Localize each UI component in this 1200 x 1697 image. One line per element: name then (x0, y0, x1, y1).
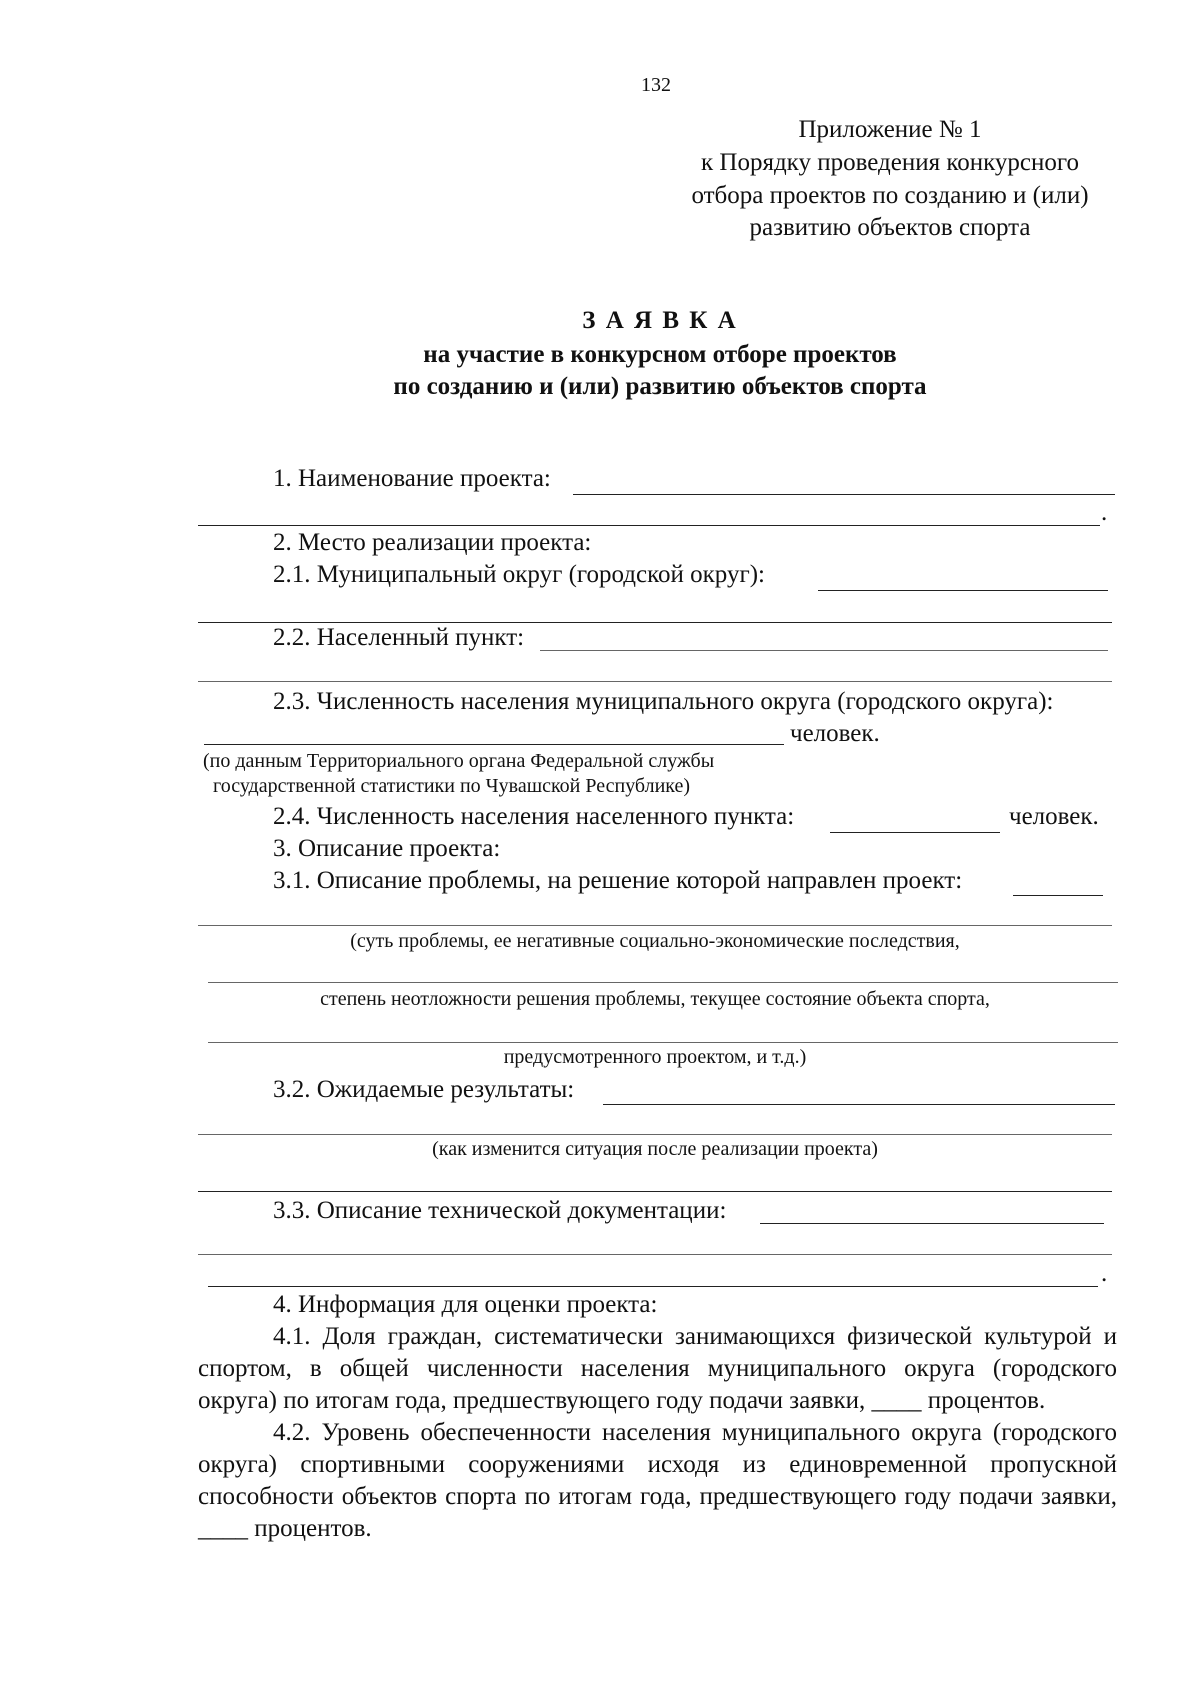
appendix-line-1: Приложение № 1 (798, 116, 982, 143)
district-population-field[interactable] (204, 744, 784, 745)
problem-line-3[interactable] (208, 1042, 1118, 1043)
item-4-2-paragraph: 4.2. Уровень обеспеченности населения муниципального округа (городского округа) спортивными сооружениями исходя из единовременной пропускной способности объектов спорта по итогам года, предшествующего году подачи заявки, ____ процентов. (198, 1419, 1117, 1542)
item-2-3-label: 2.3. Численность населения муниципального округа (городского округа): (273, 688, 1054, 715)
problem-line-2[interactable] (208, 982, 1118, 983)
problem-description-field[interactable] (1013, 895, 1103, 896)
expected-results-line-3[interactable] (198, 1191, 1112, 1192)
appendix-line-2: к Порядку проведения конкурсного (701, 149, 1079, 176)
problem-line-1[interactable] (198, 925, 1112, 926)
item-1-label: 1. Наименование проекта: (273, 465, 551, 492)
period-mark: . (1101, 499, 1108, 526)
persons-unit-2: человек. (1009, 803, 1099, 830)
expected-results-field[interactable] (603, 1104, 1115, 1105)
item-4-label: 4. Информация для оценки проекта: (273, 1291, 658, 1318)
technical-docs-field[interactable] (760, 1223, 1104, 1224)
statistics-note-line-2: государственной статистики по Чувашской Республике) (213, 775, 691, 797)
problem-hint-2: степень неотложности решения проблемы, текущее состояние объекта спорта, (320, 988, 990, 1010)
item-2-2-label: 2.2. Населенный пункт: (273, 624, 525, 651)
page-number: 132 (641, 74, 671, 96)
settlement-field[interactable] (540, 650, 1108, 651)
item-4-1-paragraph: 4.1. Доля граждан, систематически занимающихся физической культурой и спортом, в общей численности населения муниципального округа (городского округа) по итогам года, предшествующего году подачи заявки, ____ процентов. (198, 1323, 1117, 1414)
item-3-2-label: 3.2. Ожидаемые результаты: (273, 1076, 575, 1103)
municipal-district-field[interactable] (818, 590, 1108, 591)
title-line-3: по созданию и (или) развитию объектов спорта (393, 373, 927, 400)
statistics-note-line-1: (по данным Территориального органа Федеральной службы (203, 750, 715, 772)
expected-results-line-2[interactable] (198, 1134, 1112, 1135)
problem-hint-1: (суть проблемы, ее негативные социально-экономические последствия, (350, 930, 960, 952)
item-3-3-label: 3.3. Описание технической документации: (273, 1197, 727, 1224)
technical-docs-line-2[interactable] (198, 1254, 1112, 1255)
evaluation-paragraphs (198, 1321, 1117, 1545)
item-3-label: 3. Описание проекта: (273, 835, 501, 862)
title-line-2: на участие в конкурсном отборе проектов (423, 341, 897, 368)
project-name-field[interactable] (573, 494, 1115, 495)
persons-unit-1: человек. (790, 720, 880, 747)
problem-hint-3: предусмотренного проектом, и т.д.) (503, 1046, 807, 1068)
item-2-4-label: 2.4. Численность населения населенного пункта: (273, 803, 795, 830)
item-3-1-label: 3.1. Описание проблемы, на решение которой направлен проект: (273, 867, 963, 894)
project-name-field-line-2[interactable] (198, 525, 1100, 526)
settlement-population-field[interactable] (830, 832, 1000, 833)
item-2-label: 2. Место реализации проекта: (273, 529, 592, 556)
technical-docs-line-3[interactable] (208, 1286, 1098, 1287)
period-mark-2: . (1101, 1260, 1108, 1287)
document-title: З А Я В К А (582, 307, 738, 334)
appendix-line-3: отбора проектов по созданию и (или) (691, 182, 1089, 209)
expected-results-hint: (как изменится ситуация после реализации проекта) (432, 1138, 878, 1160)
appendix-line-4: развитию объектов спорта (749, 214, 1031, 241)
settlement-field-line-2[interactable] (198, 681, 1112, 682)
item-2-1-label: 2.1. Муниципальный округ (городской округ): (273, 561, 765, 588)
